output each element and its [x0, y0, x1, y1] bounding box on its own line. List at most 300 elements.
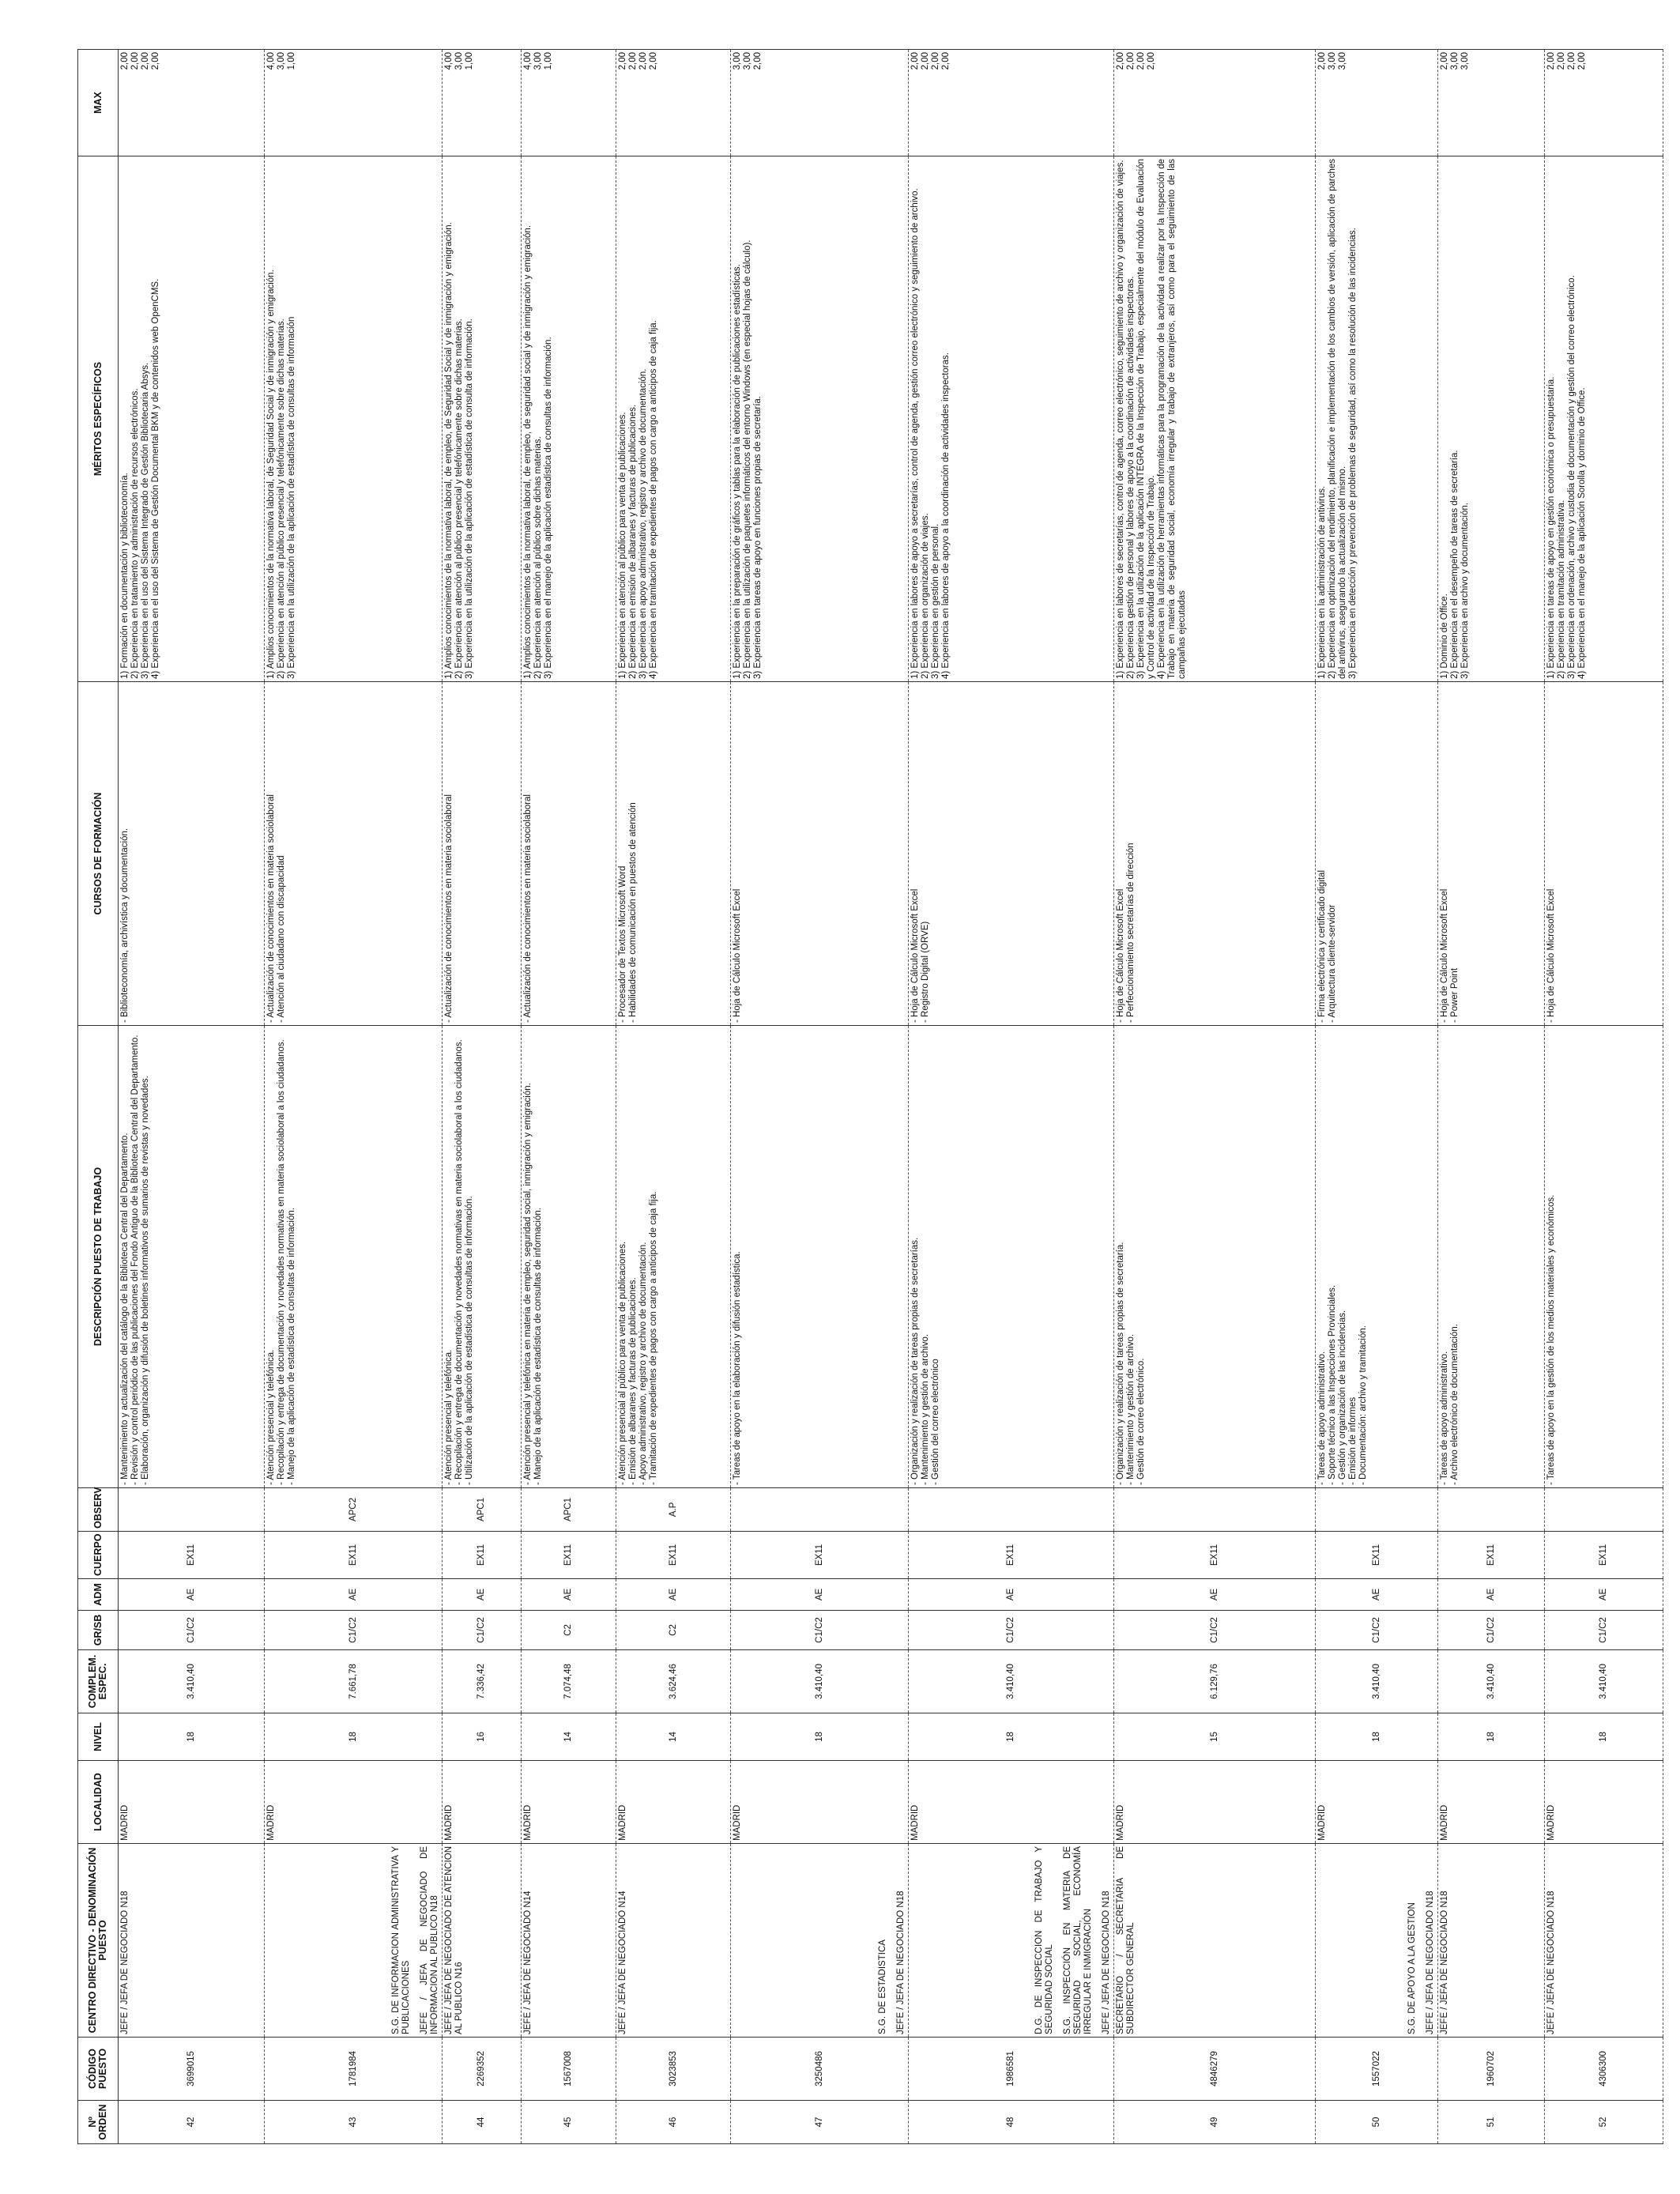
descripcion-line: - Organización y realización de tareas propias de secretarías. [910, 1237, 920, 1485]
descripcion-line: - Soporte técnico a las Inspecciones Provinciales. [1328, 1284, 1337, 1485]
localidad-cell: MADRID [265, 1761, 443, 1844]
descripcion-line: - Utilización de la aplicación de estadística de consultas de información. [465, 1196, 474, 1485]
max-value: 2,00 [638, 52, 648, 70]
max-value: 2,00 [1577, 52, 1587, 70]
meritos-cell [265, 156, 443, 682]
centro-cell [522, 1844, 616, 2038]
max-value: 3,00 [733, 52, 742, 70]
nivel-cell: 14 [522, 1713, 616, 1761]
max-value: 2,00 [910, 52, 920, 70]
adm-cell: AE [522, 1579, 616, 1611]
header-observ: OBSERV [78, 1488, 119, 1532]
codigo-cell: 1557022 [1316, 2038, 1438, 2101]
localidad-cell: MADRID [522, 1761, 616, 1844]
merito-line: 3) Experiencia en la utilización de la aplicación de estadística de consultas de información [287, 316, 296, 679]
descripcion-line: - Mantenimiento y gestión de archivo. [1126, 1333, 1136, 1485]
codigo-cell: 2269352 [443, 2038, 522, 2101]
descripcion-cell [119, 1026, 265, 1488]
max-value: 2,00 [618, 52, 627, 70]
adm-cell: AE [616, 1579, 731, 1611]
descripcion-line: - Recopilación y entrega de documentación y novedades normativas en materia sociolaboral a los ciudadanos. [277, 1039, 286, 1485]
cuerpo-cell: EX11 [522, 1532, 616, 1579]
header-row [78, 50, 119, 2144]
codigo-cell: 4306300 [1545, 2038, 1663, 2101]
centro-cell [1438, 1844, 1545, 2038]
orden-cell: 51 [1438, 2101, 1545, 2144]
grsb-cell: C1/C2 [1114, 1611, 1316, 1650]
descripcion-cell [616, 1026, 731, 1488]
meritos-cell [731, 156, 909, 682]
descripcion-line: - Tareas de apoyo en la elaboración y difusión estadística. [733, 1251, 742, 1485]
cuerpo-cell: EX11 [1114, 1532, 1316, 1579]
descripcion-line: - Elaboración, organización y difusión de boletines informativos de sumarios de revistas y novedades. [141, 1076, 150, 1485]
nivel-cell: 18 [731, 1713, 909, 1761]
grsb-cell: C1/C2 [731, 1611, 909, 1650]
grsb-cell: C1/C2 [119, 1611, 265, 1650]
observ-cell: APC1 [443, 1488, 522, 1532]
max-value: 2,00 [141, 52, 150, 70]
line-gap [1094, 1846, 1102, 2034]
observ-cell [119, 1488, 265, 1532]
grsb-cell: C2 [522, 1611, 616, 1650]
descripcion-line: - Emisión de albaranes y facturas de publicaciones. [628, 1277, 638, 1485]
observ-cell [909, 1488, 1114, 1532]
adm-cell: AE [119, 1579, 265, 1611]
cursos-cell [1545, 682, 1663, 1026]
curso-line: - Power Point [1450, 967, 1460, 1023]
descripcion-cell [265, 1026, 443, 1488]
max-value: 2,00 [931, 52, 940, 70]
table-row [616, 50, 731, 2144]
header-codigo: CÓDIGO PUESTO [78, 2038, 119, 2101]
centro-line: JEFE / JEFA DE NEGOCIADO DE INFORMACION AL PUBLICO N18 [420, 1846, 439, 2034]
merito-line: 3) Experiencia en apoyo administrativo, registro y archivo de documentación. [638, 368, 648, 679]
descripcion-line: - Atención presencial y telefónica en materia de empleo, seguridad social, inmigración y emigración. [523, 1083, 533, 1485]
orden-cell: 42 [119, 2101, 265, 2144]
curso-line: - Perfeccionamiento secretarías de dirección [1126, 843, 1136, 1023]
centro-line: JEFE / JEFA DE NEGOCIADO N18 [1546, 1891, 1556, 2034]
nivel-cell: 14 [616, 1713, 731, 1761]
complem-cell: 3.410,40 [119, 1650, 265, 1713]
table-row [265, 50, 443, 2144]
merito-line: 2) Experiencia en atención al público presencial y telefónicamente sobre dichas materias. [277, 319, 286, 679]
nivel-cell: 16 [443, 1713, 522, 1761]
adm-cell: AE [731, 1579, 909, 1611]
meritos-cell [909, 156, 1114, 682]
curso-line: - Procesador de Textos Microsoft Word [618, 865, 627, 1023]
complem-cell: 3.410,40 [1316, 1650, 1438, 1713]
codigo-cell: 3250486 [731, 2038, 909, 2101]
cursos-cell [1316, 682, 1438, 1026]
orden-cell: 52 [1545, 2101, 1663, 2144]
centro-cell [119, 1844, 265, 2038]
cuerpo-cell: EX11 [119, 1532, 265, 1579]
nivel-cell: 15 [1114, 1713, 1316, 1761]
centro-line: JEFE / JEFA DE NEGOCIADO DE ATENCION AL PUBLICO N16 [444, 1846, 464, 2034]
header-grsb: GR/SB [78, 1611, 119, 1650]
merito-line: 3) Experiencia en archivo y documentación. [1460, 502, 1470, 679]
meritos-cell [522, 156, 616, 682]
merito-line: 1) Amplios conocimientos de la normativa laboral, de empleo, de seguridad social y de inmigración y emigración. [523, 224, 533, 679]
header-complem: COMPLEM. ESPEC. [78, 1650, 119, 1713]
max-value: 1,00 [544, 52, 553, 70]
cursos-cell [119, 682, 265, 1026]
centro-cell [909, 1844, 1114, 2038]
merito-line: 2) Experiencia en tratamiento y administración de recursos electrónicos. [130, 388, 140, 679]
centro-line: S.G. INSPECCIÓN EN MATERIA DE SEGURIDAD SOCIAL, ECONOMÍA IRREGULAR E INMIGRACIÓN [1063, 1846, 1093, 2034]
centro-cell [443, 1844, 522, 2038]
curso-line: - Hoja de Cálculo Microsoft Excel [733, 888, 742, 1023]
nivel-cell: 18 [1438, 1713, 1545, 1761]
table-row [1545, 50, 1663, 2144]
header-descripcion: DESCRIPCIÓN PUESTO DE TRABAJO [78, 1026, 119, 1488]
header-nivel: NIVEL [78, 1713, 119, 1761]
cursos-cell [909, 682, 1114, 1026]
descripcion-line: - Tareas de apoyo administrativo. [1317, 1351, 1327, 1485]
descripcion-cell [1438, 1026, 1545, 1488]
max-value: 3,00 [454, 52, 464, 70]
header-max: MAX [78, 50, 119, 156]
orden-cell: 43 [265, 2101, 443, 2144]
nivel-cell: 18 [265, 1713, 443, 1761]
cuerpo-cell: EX11 [731, 1532, 909, 1579]
max-cell [119, 50, 265, 156]
orden-cell: 45 [522, 2101, 616, 2144]
header-meritos: MÉRITOS ESPECÍFICOS [78, 156, 119, 682]
descripcion-line: - Apoyo administrativo, registro y archivo de documentación. [638, 1242, 648, 1485]
max-cell [1545, 50, 1663, 156]
codigo-cell: 1960702 [1438, 2038, 1545, 2101]
merito-line: 3) Experiencia en detección y prevención de problemas de seguridad, así como la resolución de las incidencias. [1348, 228, 1358, 679]
descripcion-line: - Manejo de la aplicación de estadística de consultas de información. [533, 1208, 543, 1485]
descripcion-line: - Emisión de informes [1348, 1397, 1358, 1485]
meritos-cell [1316, 156, 1438, 682]
descripcion-line: - Manejo de la aplicación de estadística de consultas de información. [287, 1208, 296, 1485]
codigo-cell: 3699015 [119, 2038, 265, 2101]
cuerpo-cell: EX11 [909, 1532, 1114, 1579]
complem-cell: 7.661,78 [265, 1650, 443, 1713]
merito-line: 3) Experiencia en el uso del Sistema Integrado de Gestión Bibliotecaria Absys. [141, 362, 150, 679]
complem-cell: 3.410,40 [731, 1650, 909, 1713]
complem-cell: 7.336,42 [443, 1650, 522, 1713]
max-cell [909, 50, 1114, 156]
descripcion-line: - Atención presencial y telefónica. [266, 1349, 276, 1485]
descripcion-line: - Tareas de apoyo administrativo. [1440, 1351, 1449, 1485]
descripcion-line: - Revisión y control periódico de las publicaciones del Fondo Antiguo de la Biblioteca Central del Departamento. [130, 1035, 140, 1485]
merito-line: 1) Experiencia en atención al público para venta de publicaciones. [618, 412, 627, 679]
merito-line: 2) Experiencia gestión de personal y labores de apoyo a la coordinación de actividades inspectoras. [1126, 276, 1136, 679]
max-value: 2,00 [1147, 52, 1156, 70]
descripcion-line: - Gestión del correo electrónico [931, 1359, 940, 1485]
descripcion-cell [1545, 1026, 1663, 1488]
max-value: 3,00 [533, 52, 543, 70]
observ-cell [1438, 1488, 1545, 1532]
max-cell [731, 50, 909, 156]
merito-line: 1) Experiencia en la administración de antivirus. [1317, 485, 1327, 679]
max-value: 2,00 [130, 52, 140, 70]
observ-cell [1545, 1488, 1663, 1532]
centro-line: JEFE / JEFA DE NEGOCIADO N18 [896, 1891, 906, 2034]
curso-line: - Atención al ciudadano con discapacidad [277, 855, 286, 1023]
max-cell [1114, 50, 1316, 156]
centro-line: S.G. DE APOYO A LA GESTION [1407, 1902, 1417, 2034]
orden-cell: 48 [909, 2101, 1114, 2144]
merito-line: 1) Amplios conocimientos de la normativa laboral, de Seguridad Social y de inmigración y emigración. [266, 270, 276, 679]
codigo-cell: 1986581 [909, 2038, 1114, 2101]
complem-cell: 7.074,48 [522, 1650, 616, 1713]
centro-cell [1316, 1844, 1438, 2038]
nivel-cell: 18 [119, 1713, 265, 1761]
merito-line: 1) Formación en documentación y biblioteconomía. [120, 473, 130, 679]
merito-line: 1) Experiencia en labores de apoyo a secretarías, control de agenda, gestión correo electrónico y seguimiento de archivo. [910, 188, 920, 679]
localidad-cell: MADRID [1545, 1761, 1663, 1844]
merito-line: 1) Dominio de Office. [1440, 594, 1449, 679]
merito-line: 4) Experiencia en labores de apoyo a la coordinación de actividades inspectoras. [941, 352, 951, 679]
complem-cell: 3.624,46 [616, 1650, 731, 1713]
cursos-cell [265, 682, 443, 1026]
cuerpo-cell: EX11 [1316, 1532, 1438, 1579]
complem-cell: 3.410,40 [1438, 1650, 1545, 1713]
nivel-cell: 18 [1545, 1713, 1663, 1761]
centro-cell [731, 1844, 909, 2038]
centro-cell [265, 1844, 443, 2038]
curso-line: - Hoja de Cálculo Microsoft Excel [1440, 888, 1449, 1023]
codigo-cell: 1781984 [265, 2038, 443, 2101]
merito-line: 3) Experiencia en gestión de personal. [931, 523, 940, 679]
max-value: 2,00 [1546, 52, 1556, 70]
merito-line: 2) Experiencia en emisión de albaranes y facturas de publicaciones. [628, 404, 638, 679]
max-value: 3,00 [743, 52, 752, 70]
centro-cell [616, 1844, 731, 2038]
merito-line: 3) Experiencia en ordenación, archivo y custodia de documentación y gestión del correo electrónico. [1567, 275, 1576, 679]
table-row [119, 50, 265, 2144]
line-gap [1055, 1846, 1063, 2034]
merito-line: 2) Experiencia en la utilización de paquetes informáticos del entorno Windows (en especial hojas de cálculo). [743, 239, 752, 679]
line-gap [1418, 1846, 1426, 2034]
max-value: 4,00 [523, 52, 533, 70]
grsb-cell: C1/C2 [1545, 1611, 1663, 1650]
cursos-cell [522, 682, 616, 1026]
adm-cell: AE [265, 1579, 443, 1611]
max-value: 2,00 [628, 52, 638, 70]
localidad-cell: MADRID [119, 1761, 265, 1844]
max-cell [1438, 50, 1545, 156]
localidad-cell: MADRID [443, 1761, 522, 1844]
max-value: 1,00 [465, 52, 474, 70]
curso-line: - Habilidades de comunicación en puestos de atención [628, 802, 638, 1023]
max-value: 2,00 [1136, 52, 1146, 70]
max-value: 4,00 [444, 52, 454, 70]
complem-cell: 3.410,40 [1545, 1650, 1663, 1713]
max-value: 2,00 [941, 52, 951, 70]
descripcion-line: - Archivo electrónico de documentación. [1450, 1324, 1460, 1485]
descripcion-cell [1114, 1026, 1316, 1488]
grsb-cell: C1/C2 [1438, 1611, 1545, 1650]
curso-line: - Actualización de conocimientos en materia sociolaboral [444, 794, 454, 1023]
curso-line: - Hoja de Cálculo Microsoft Excel [910, 888, 920, 1023]
descripcion-line: - Atención presencial y telefónica. [444, 1349, 454, 1485]
merito-line: 1) Experiencia en la preparación de gráficos y tablas para la elaboración de publicaciones estadísticas. [733, 264, 742, 679]
adm-cell: AE [909, 1579, 1114, 1611]
rotated-table-container [77, 50, 1608, 2144]
descripcion-cell [522, 1026, 616, 1488]
merito-line: 2) Experiencia en optimización del rendimiento, planificación e implementación de los cambios de versión, aplicación de parches del antivirus, asegurando la actualización del mismo. [1328, 159, 1347, 679]
merito-line: 2) Experiencia en atención al público sobre dichas materias. [533, 436, 543, 679]
merito-line: 3) Experiencia en la utilización de la aplicación de estadística de consulta de información. [465, 319, 474, 679]
observ-cell: APC2 [265, 1488, 443, 1532]
meritos-cell [1545, 156, 1663, 682]
header-cursos: CURSOS DE FORMACIÓN [78, 682, 119, 1026]
orden-cell: 49 [1114, 2101, 1316, 2144]
merito-line: 2) Experiencia en organización de viajes. [921, 513, 930, 679]
cuerpo-cell: EX11 [616, 1532, 731, 1579]
centro-line: S.G. DE INFORMACION ADMINISTRATIVA Y PUBLICACIONES [391, 1846, 411, 2034]
adm-cell: AE [1316, 1579, 1438, 1611]
descripcion-cell [909, 1026, 1114, 1488]
line-gap [412, 1846, 420, 2034]
adm-cell: AE [1438, 1579, 1545, 1611]
meritos-cell [1438, 156, 1545, 682]
localidad-cell: MADRID [731, 1761, 909, 1844]
grsb-cell: C1/C2 [909, 1611, 1114, 1650]
meritos-cell [1114, 156, 1316, 682]
codigo-cell: 1567008 [522, 2038, 616, 2101]
max-cell [522, 50, 616, 156]
grsb-cell: C2 [616, 1611, 731, 1650]
merito-line: 1) Amplios conocimientos de la normativa laboral, de empleo, de Seguridad Social y de inmigración y emigración. [444, 222, 454, 679]
codigo-cell: 3023853 [616, 2038, 731, 2101]
nivel-cell: 18 [1316, 1713, 1438, 1761]
max-value: 3,00 [1450, 52, 1460, 70]
meritos-cell [616, 156, 731, 682]
max-value: 2,00 [649, 52, 658, 70]
meritos-cell [443, 156, 522, 682]
cursos-cell [1438, 682, 1545, 1026]
merito-line: 4) Experiencia en el uso del Sistema de Gestión Documental BKM y de contenidos web OpenCMS. [151, 278, 160, 679]
observ-cell: APC1 [522, 1488, 616, 1532]
table-row [1114, 50, 1316, 2144]
centro-line: D.G. DE INSPECCION DE TRABAJO Y SEGURIDAD SOCIAL [1034, 1846, 1054, 2034]
centro-line: S.G. DE ESTADISTICA [878, 1940, 887, 2034]
descripcion-line: - Mantenimiento y actualización del catálogo de la Biblioteca Central del Departamento. [120, 1133, 130, 1485]
descripcion-cell [443, 1026, 522, 1488]
max-cell [616, 50, 731, 156]
cuerpo-cell: EX11 [1438, 1532, 1545, 1579]
max-value: 2,00 [1440, 52, 1449, 70]
merito-line: 3) Experiencia en tareas de apoyo en funciones propias de secretaría. [753, 396, 763, 679]
descripcion-line: - Organización y realización de tareas propias de secretaría. [1116, 1242, 1125, 1485]
merito-line: 2) Experiencia en tramitación administrativa. [1557, 499, 1566, 679]
cursos-cell [616, 682, 731, 1026]
centro-cell [1545, 1844, 1663, 2038]
adm-cell: AE [1114, 1579, 1316, 1611]
adm-cell: AE [443, 1579, 522, 1611]
max-value: 2,00 [921, 52, 930, 70]
header-localidad: LOCALIDAD [78, 1761, 119, 1844]
merito-line: 3) Experiencia en el manejo de la aplicación estadística de consultas de información. [544, 337, 553, 679]
orden-cell: 50 [1316, 2101, 1438, 2144]
grsb-cell: C1/C2 [1316, 1611, 1438, 1650]
curso-line: - Firma electrónica y certificado digital [1317, 869, 1327, 1023]
descripcion-line: - Documentación: archivo y tramitación. [1358, 1325, 1368, 1485]
descripcion-cell [1316, 1026, 1438, 1488]
meritos-cell [119, 156, 265, 682]
centro-line: JEFE / JEFA DE NEGOCIADO N18 [1102, 1891, 1111, 2034]
localidad-cell: MADRID [909, 1761, 1114, 1844]
descripcion-line: - Tramitación de expedientes de pagos con cargo a anticipos de caja fija. [649, 1191, 658, 1485]
grsb-cell: C1/C2 [443, 1611, 522, 1650]
header-centro: CENTRO DIRECTIVO - DENOMINACIÓN PUESTO [78, 1844, 119, 2038]
table-row [731, 50, 909, 2144]
centro-line: JEFE / JEFA DE NEGOCIADO N14 [523, 1891, 533, 2034]
merito-line: 4) Experiencia en la utilización de herramientas informáticas para la programación de la actividad a realizar por la Inspección de Trabajo en materia de seguridad social, economía irregular y trabajo de extranjeros, así como para el seguimiento de las campañas ejecutadas [1157, 159, 1187, 679]
merito-line: 1) Experiencia en labores de secretarías, control de agenda, correo electrónico, seguimiento de archivo y organización de viajes. [1116, 160, 1125, 679]
descripcion-line: - Mantenimiento y gestión de archivo. [921, 1333, 930, 1485]
curso-line: - Actualización de conocimientos en materia sociolaboral [523, 794, 533, 1023]
centro-line: JEFE / JEFA DE NEGOCIADO N18 [1440, 1891, 1449, 2034]
centro-cell [1114, 1844, 1316, 2038]
merito-line: 1) Experiencia en tareas de apoyo en gestión económica o presupuestaria. [1546, 376, 1556, 679]
curso-line: - Biblioteconomía, archivística y documentación. [120, 827, 130, 1023]
curso-line: - Registro Digital (ORVE) [921, 921, 930, 1023]
header-orden: Nº ORDEN [78, 2101, 119, 2144]
max-value: 4,00 [266, 52, 276, 70]
codigo-cell: 4846279 [1114, 2038, 1316, 2101]
max-value: 2,00 [1317, 52, 1327, 70]
max-value: 2,00 [1557, 52, 1566, 70]
max-value: 2,00 [120, 52, 130, 70]
descripcion-line: - Atención presencial al público para venta de publicaciones. [618, 1241, 627, 1485]
max-value: 3,00 [277, 52, 286, 70]
localidad-cell: MADRID [616, 1761, 731, 1844]
cuerpo-cell: EX11 [1545, 1532, 1663, 1579]
max-value: 2,00 [1567, 52, 1576, 70]
cuerpo-cell: EX11 [265, 1532, 443, 1579]
centro-line: JEFE / JEFA DE NEGOCIADO N18 [120, 1891, 130, 2034]
curso-line: - Actualización de conocimientos en materia sociolaboral [266, 794, 276, 1023]
table-row [522, 50, 616, 2144]
max-value: 2,00 [753, 52, 763, 70]
orden-cell: 44 [443, 2101, 522, 2144]
max-value: 2,00 [1126, 52, 1136, 70]
table-row [1438, 50, 1545, 2144]
max-cell [443, 50, 522, 156]
max-cell [1316, 50, 1438, 156]
localidad-cell: MADRID [1438, 1761, 1545, 1844]
max-value: 2,00 [151, 52, 160, 70]
merito-line: 4) Experiencia en el manejo de la aplicación Sorolla y dominio de Office. [1577, 387, 1587, 679]
nivel-cell: 18 [909, 1713, 1114, 1761]
observ-cell: A.P [616, 1488, 731, 1532]
centro-line: JEFE / JEFA DE NEGOCIADO N14 [618, 1891, 627, 2034]
complem-cell: 3.410,40 [909, 1650, 1114, 1713]
cursos-cell [443, 682, 522, 1026]
header-adm: ADM [78, 1579, 119, 1611]
descripcion-cell [731, 1026, 909, 1488]
localidad-cell: MADRID [1114, 1761, 1316, 1844]
cursos-cell [731, 682, 909, 1026]
job-positions-table [77, 49, 1663, 2144]
curso-line: - Arquitectura cliente-servidor [1328, 904, 1337, 1023]
descripcion-line: - Recopilación y entrega de documentación y novedades normativas en materia sociolaboral a los ciudadanos. [454, 1039, 464, 1485]
observ-cell [1316, 1488, 1438, 1532]
table-row [909, 50, 1114, 2144]
line-gap [888, 1846, 896, 2034]
merito-line: 2) Experiencia en atención al público presencial y telefónicamente sobre dichas materias. [454, 319, 464, 679]
adm-cell: AE [1545, 1579, 1663, 1611]
localidad-cell: MADRID [1316, 1761, 1438, 1844]
table-row [443, 50, 522, 2144]
